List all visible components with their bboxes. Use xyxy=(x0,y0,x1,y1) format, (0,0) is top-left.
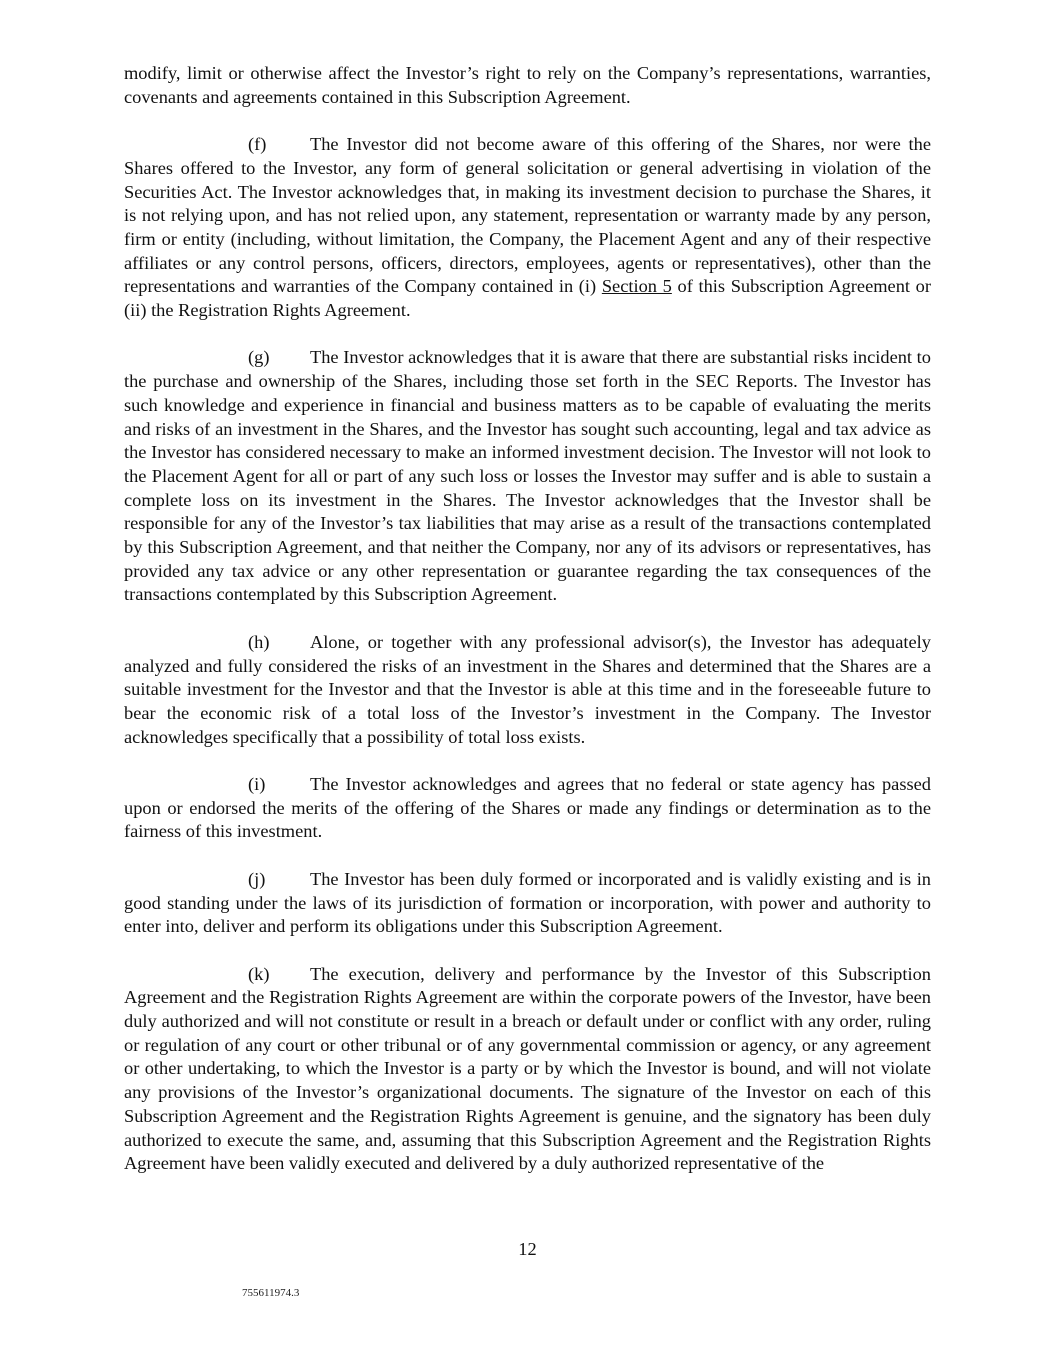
section-f-label: (f) xyxy=(248,134,267,155)
section-i-text: The Investor acknowledges and agrees that no federal or state agency has passed upon or endorsed the merits of the offering of the Shares or made any findings or determination as to the fairness of this investment. xyxy=(124,774,931,842)
continuation-paragraph: modify, limit or otherwise affect the Investor’s right to rely on the Company’s representations, warranties, covenants and agreements contained in this Subscription Agreement. xyxy=(124,63,931,107)
section-k-paragraph xyxy=(124,963,931,1176)
section-h-paragraph xyxy=(124,631,931,750)
document-id: 755611974.3 xyxy=(242,1287,300,1299)
section-f-text-after: of this Subscription Agreement or (ii) the Registration Rights Agreement. xyxy=(124,276,931,321)
page-number: 12 xyxy=(518,1239,537,1259)
section-5-reference: Section 5 xyxy=(601,276,672,297)
section-i-label: (i) xyxy=(248,774,266,795)
section-g-paragraph xyxy=(124,346,931,607)
section-g-text: The Investor acknowledges that it is aware that there are substantial risks incident to the purchase and ownership of the Shares, including those set forth in the SEC Reports. The Investor has such knowledge and experience in financial and business matters as to be capable of evaluating the merits and risks of an investment in the Shares, and the Investor has sought such accounting, legal and tax advice as the Investor has considered necessary to make an informed investment decision. The Investor will not look to the Placement Agent for all or part of any such loss or losses the Investor may suffer and is able to sustain a complete loss on its investment in the Shares. The Investor acknowledges that the Investor shall be responsible for any of the Investor’s tax liabilities that may arise as a result of the transactions contemplated by this Subscription Agreement, and that neither the Company, nor any of its advisors or representatives, has provided any tax advice or any other representation or guarantee regarding the tax consequences of the transactions contemplated by this Subscription Agreement. xyxy=(124,347,931,605)
document-body xyxy=(124,62,931,1200)
section-h-text: Alone, or together with any professional advisor(s), the Investor has adequately analyzed and fully considered the risks of an investment in the Shares and determined that the Shares are a suitable investment for the Investor and that the Investor is able at this time and in the foreseeable future to bear the economic risk of a total loss of the Investor’s investment in the Company. The Investor acknowledges specifically that a possibility of total loss exists. xyxy=(124,631,931,747)
section-k-text: The execution, delivery and performance by the Investor of this Subscription Agreement and the Registration Rights Agreement are within the corporate powers of the Investor, have been duly authorized and will not constitute or result in a breach or default under or conflict with any order, ruling or regulation of any court or other tribunal or of any governmental commission or agency, or any agreement or other undertaking, to which the Investor is a party or by which the Investor is bound, and will not violate any provisions of the Investor’s organizational documents. The signature of the Investor on each of this Subscription Agreement and the Registration Rights Agreement is genuine, and the signatory has been duly authorized to execute the same, and, assuming that this Subscription Agreement and the Registration Rights Agreement have been validly executed and delivered by a duly authorized representative of the xyxy=(124,963,931,1174)
section-i-paragraph xyxy=(124,773,931,844)
section-j-paragraph xyxy=(124,868,931,939)
section-g-label: (g) xyxy=(248,347,270,368)
section-f-paragraph xyxy=(124,133,931,323)
section-j-label: (j) xyxy=(248,868,266,889)
section-h-label: (h) xyxy=(248,631,270,652)
section-j-text: The Investor has been duly formed or incorporated and is validly existing and is in good standing under the laws of its jurisdiction of formation or incorporation, with power and authority to enter into, deliver and perform its obligations under this Subscription Agreement. xyxy=(124,868,931,937)
section-k-label: (k) xyxy=(248,963,270,984)
section-f-text-before: The Investor did not become aware of this offering of the Shares, nor were the Shares offered to the Investor, any form of general solicitation or general advertising in violation of the Securities Act. The Investor acknowledges that, in making its investment decision to purchase the Shares, it is not relying upon, and has not relied upon, any statement, representation or warranty made by any person, firm or entity (including, without limitation, the Company, the Placement Agent and any of their respective affiliates or any control persons, officers, directors, employees, agents or representatives), other than the representations and warranties of the Company contained in (i) xyxy=(124,134,931,297)
